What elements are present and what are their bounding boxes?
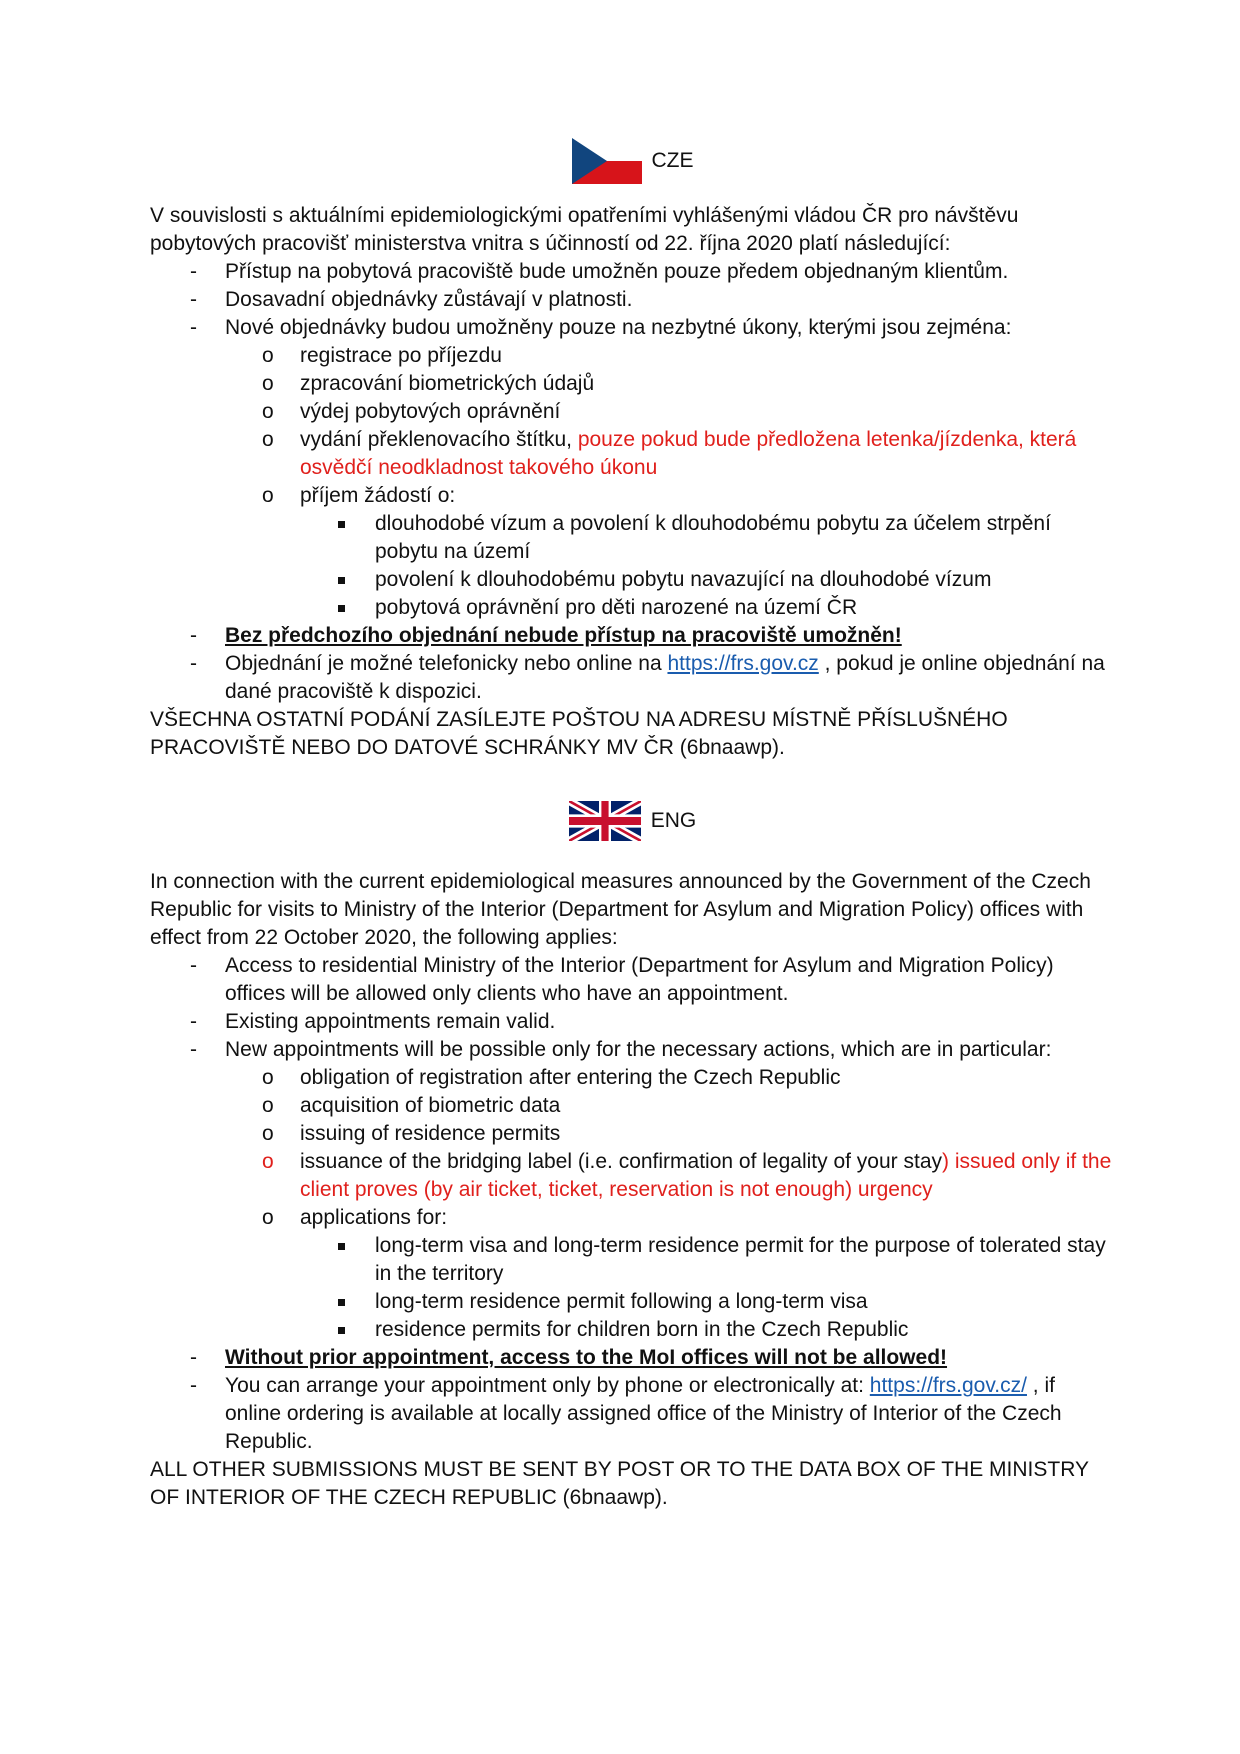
eng-sub-registration: obligation of registration after entering the Czech Republic	[300, 1066, 841, 1089]
circle-marker: o	[262, 484, 274, 507]
eng-frs-link[interactable]: https://frs.gov.cz/	[869, 1374, 1027, 1397]
eng-app-permit: long-term residence permit following a long-term visa	[375, 1290, 868, 1313]
sub-list-item	[150, 426, 1115, 482]
cze-app-permit: povolení k dlouhodobému pobytu navazující na dlouhodobé vízum	[375, 568, 992, 591]
circle-marker: o	[262, 372, 274, 395]
dash-marker: -	[190, 1010, 197, 1033]
eng-app-children: residence permits for children born in the Czech Republic	[375, 1318, 909, 1341]
dash-marker: -	[190, 1374, 197, 1397]
document-page	[150, 132, 1115, 1512]
cze-app-visa: dlouhodobé vízum a povolení k dlouhodobému pobytu za účelem strpění pobytu na území	[375, 512, 1051, 563]
cze-list	[150, 258, 1115, 706]
cze-sub-biometrics: zpracování biometrických údajů	[300, 372, 595, 395]
eng-item-existing: Existing appointments remain valid.	[225, 1010, 556, 1033]
sub-sub-list-item	[150, 510, 1115, 566]
sub-list-item	[150, 1092, 1115, 1120]
circle-marker: o	[262, 344, 274, 367]
eng-lang-label: ENG	[650, 809, 697, 832]
square-bullet-icon	[338, 577, 345, 584]
sub-sub-list-item	[150, 1232, 1115, 1288]
circle-marker: o	[262, 1150, 274, 1173]
list-item	[150, 650, 1115, 706]
eng-intro: In connection with the current epidemiological measures announced by the Government of the Czech Republic for visits to Ministry of the Interior (Department for Asylum and Migration Policy) offices with effect from 22 October 2020, the following applies:	[150, 870, 1091, 949]
eng-item-access: Access to residential Ministry of the Interior (Department for Asylum and Migration Policy) offices will be allowed only clients who have an appointment.	[225, 954, 1054, 1005]
sub-sub-list-item	[150, 1288, 1115, 1316]
dash-marker: -	[190, 260, 197, 283]
dash-marker: -	[190, 652, 197, 675]
cze-item-existing: Dosavadní objednávky zůstávají v platnosti.	[225, 288, 633, 311]
dash-marker: -	[190, 1038, 197, 1061]
cze-item-access: Přístup na pobytová pracoviště bude umožněn pouze předem objednaným klientům.	[225, 260, 1009, 283]
list-item	[150, 286, 1115, 314]
list-item	[150, 1036, 1115, 1064]
circle-marker: o	[262, 428, 274, 451]
eng-sub-applications: applications for:	[300, 1206, 448, 1229]
uk-flag-icon	[569, 801, 641, 841]
sub-list-item	[150, 482, 1115, 510]
list-item	[150, 314, 1115, 342]
square-bullet-icon	[338, 605, 345, 612]
eng-sub-permits: issuing of residence permits	[300, 1122, 561, 1145]
cze-closing: VŠECHNA OSTATNÍ PODÁNÍ ZASÍLEJTE POŠTOU NA ADRESU MÍSTNĚ PŘÍSLUŠNÉHO PRACOVIŠTĚ NEBO DO DATOVÉ SCHRÁNKY MV ČR (6bnaawp).	[150, 708, 1008, 759]
sub-list-item	[150, 1064, 1115, 1092]
list-item	[150, 1008, 1115, 1036]
circle-marker: o	[262, 1206, 274, 1229]
eng-item-new: New appointments will be possible only for the necessary actions, which are in particular:	[225, 1038, 1052, 1061]
eng-ordering-text-end: , if online ordering is available at locally assigned office of the Ministry of Interior of the Czech Republic.	[225, 1374, 1062, 1453]
czech-flag-icon	[572, 138, 642, 184]
list-item	[150, 1372, 1115, 1456]
cze-sub-bridging-condition: pouze pokud bude předložena letenka/jízdenka, která osvědčí neodkladnost takového úkonu	[300, 428, 1077, 479]
cze-app-children: pobytová oprávnění pro děti narozené na území ČR	[375, 596, 858, 619]
sub-sub-list-item	[150, 1316, 1115, 1344]
sub-sub-list-item	[150, 594, 1115, 622]
sub-list-item	[150, 1204, 1115, 1232]
square-bullet-icon	[338, 1327, 345, 1334]
sub-sub-list-item	[150, 566, 1115, 594]
eng-ordering-text: You can arrange your appointment only by phone or electronically at:	[225, 1374, 870, 1397]
cze-item-new: Nové objednávky budou umožněny pouze na nezbytné úkony, kterými jsou zejména:	[225, 316, 1012, 339]
list-item	[150, 622, 1115, 650]
square-bullet-icon	[338, 521, 345, 528]
eng-list	[150, 952, 1115, 1456]
square-bullet-icon	[338, 1299, 345, 1306]
eng-warning: Without prior appointment, access to the MoI offices will not be allowed!	[225, 1346, 948, 1369]
cze-sub-applications: příjem žádostí o:	[300, 484, 456, 507]
dash-marker: -	[190, 316, 197, 339]
circle-marker: o	[262, 1094, 274, 1117]
sub-list-item	[150, 370, 1115, 398]
sub-list-item	[150, 398, 1115, 426]
eng-sub-bridging-condition: ) issued only if the client proves (by air ticket, ticket, reservation is not enough) urgency	[300, 1150, 1112, 1201]
eng-sub-bridging: issuance of the bridging label (i.e. confirmation of legality of your stay	[300, 1150, 943, 1173]
eng-app-visa: long-term visa and long-term residence permit for the purpose of tolerated stay in the territory	[375, 1234, 1106, 1285]
cze-heading	[150, 132, 1115, 190]
dash-marker: -	[190, 1346, 197, 1369]
list-item	[150, 952, 1115, 1008]
cze-sub-permits: výdej pobytových oprávnění	[300, 400, 561, 423]
cze-ordering-text-end: , pokud je online objednání na dané pracoviště k dispozici.	[225, 652, 1105, 703]
sub-list-item	[150, 342, 1115, 370]
cze-frs-link[interactable]: https://frs.gov.cz	[667, 652, 819, 675]
cze-lang-label: CZE	[651, 149, 694, 172]
sub-list-item	[150, 1120, 1115, 1148]
square-bullet-icon	[338, 1243, 345, 1250]
circle-marker: o	[262, 1066, 274, 1089]
cze-ordering-text: Objednání je možné telefonicky nebo online na	[225, 652, 668, 675]
circle-marker: o	[262, 1122, 274, 1145]
cze-intro: V souvislosti s aktuálními epidemiologickými opatřeními vyhlášenými vládou ČR pro návštěvu pobytových pracovišť ministerstva vnitra s účinností od 22. října 2020 platí následující:	[150, 204, 1019, 255]
dash-marker: -	[190, 288, 197, 311]
cze-sub-registration: registrace po příjezdu	[300, 344, 502, 367]
eng-closing: ALL OTHER SUBMISSIONS MUST BE SENT BY POST OR TO THE DATA BOX OF THE MINISTRY OF INTERIOR OF THE CZECH REPUBLIC (6bnaawp).	[150, 1458, 1089, 1509]
circle-marker: o	[262, 400, 274, 423]
eng-heading	[150, 796, 1115, 846]
dash-marker: -	[190, 954, 197, 977]
sub-list-item	[150, 1148, 1115, 1204]
list-item	[150, 258, 1115, 286]
list-item	[150, 1344, 1115, 1372]
eng-sub-biometrics: acquisition of biometric data	[300, 1094, 561, 1117]
cze-sub-bridging: vydání překlenovacího štítku,	[300, 428, 578, 451]
dash-marker: -	[190, 624, 197, 647]
cze-warning: Bez předchozího objednání nebude přístup na pracoviště umožněn!	[225, 624, 902, 647]
